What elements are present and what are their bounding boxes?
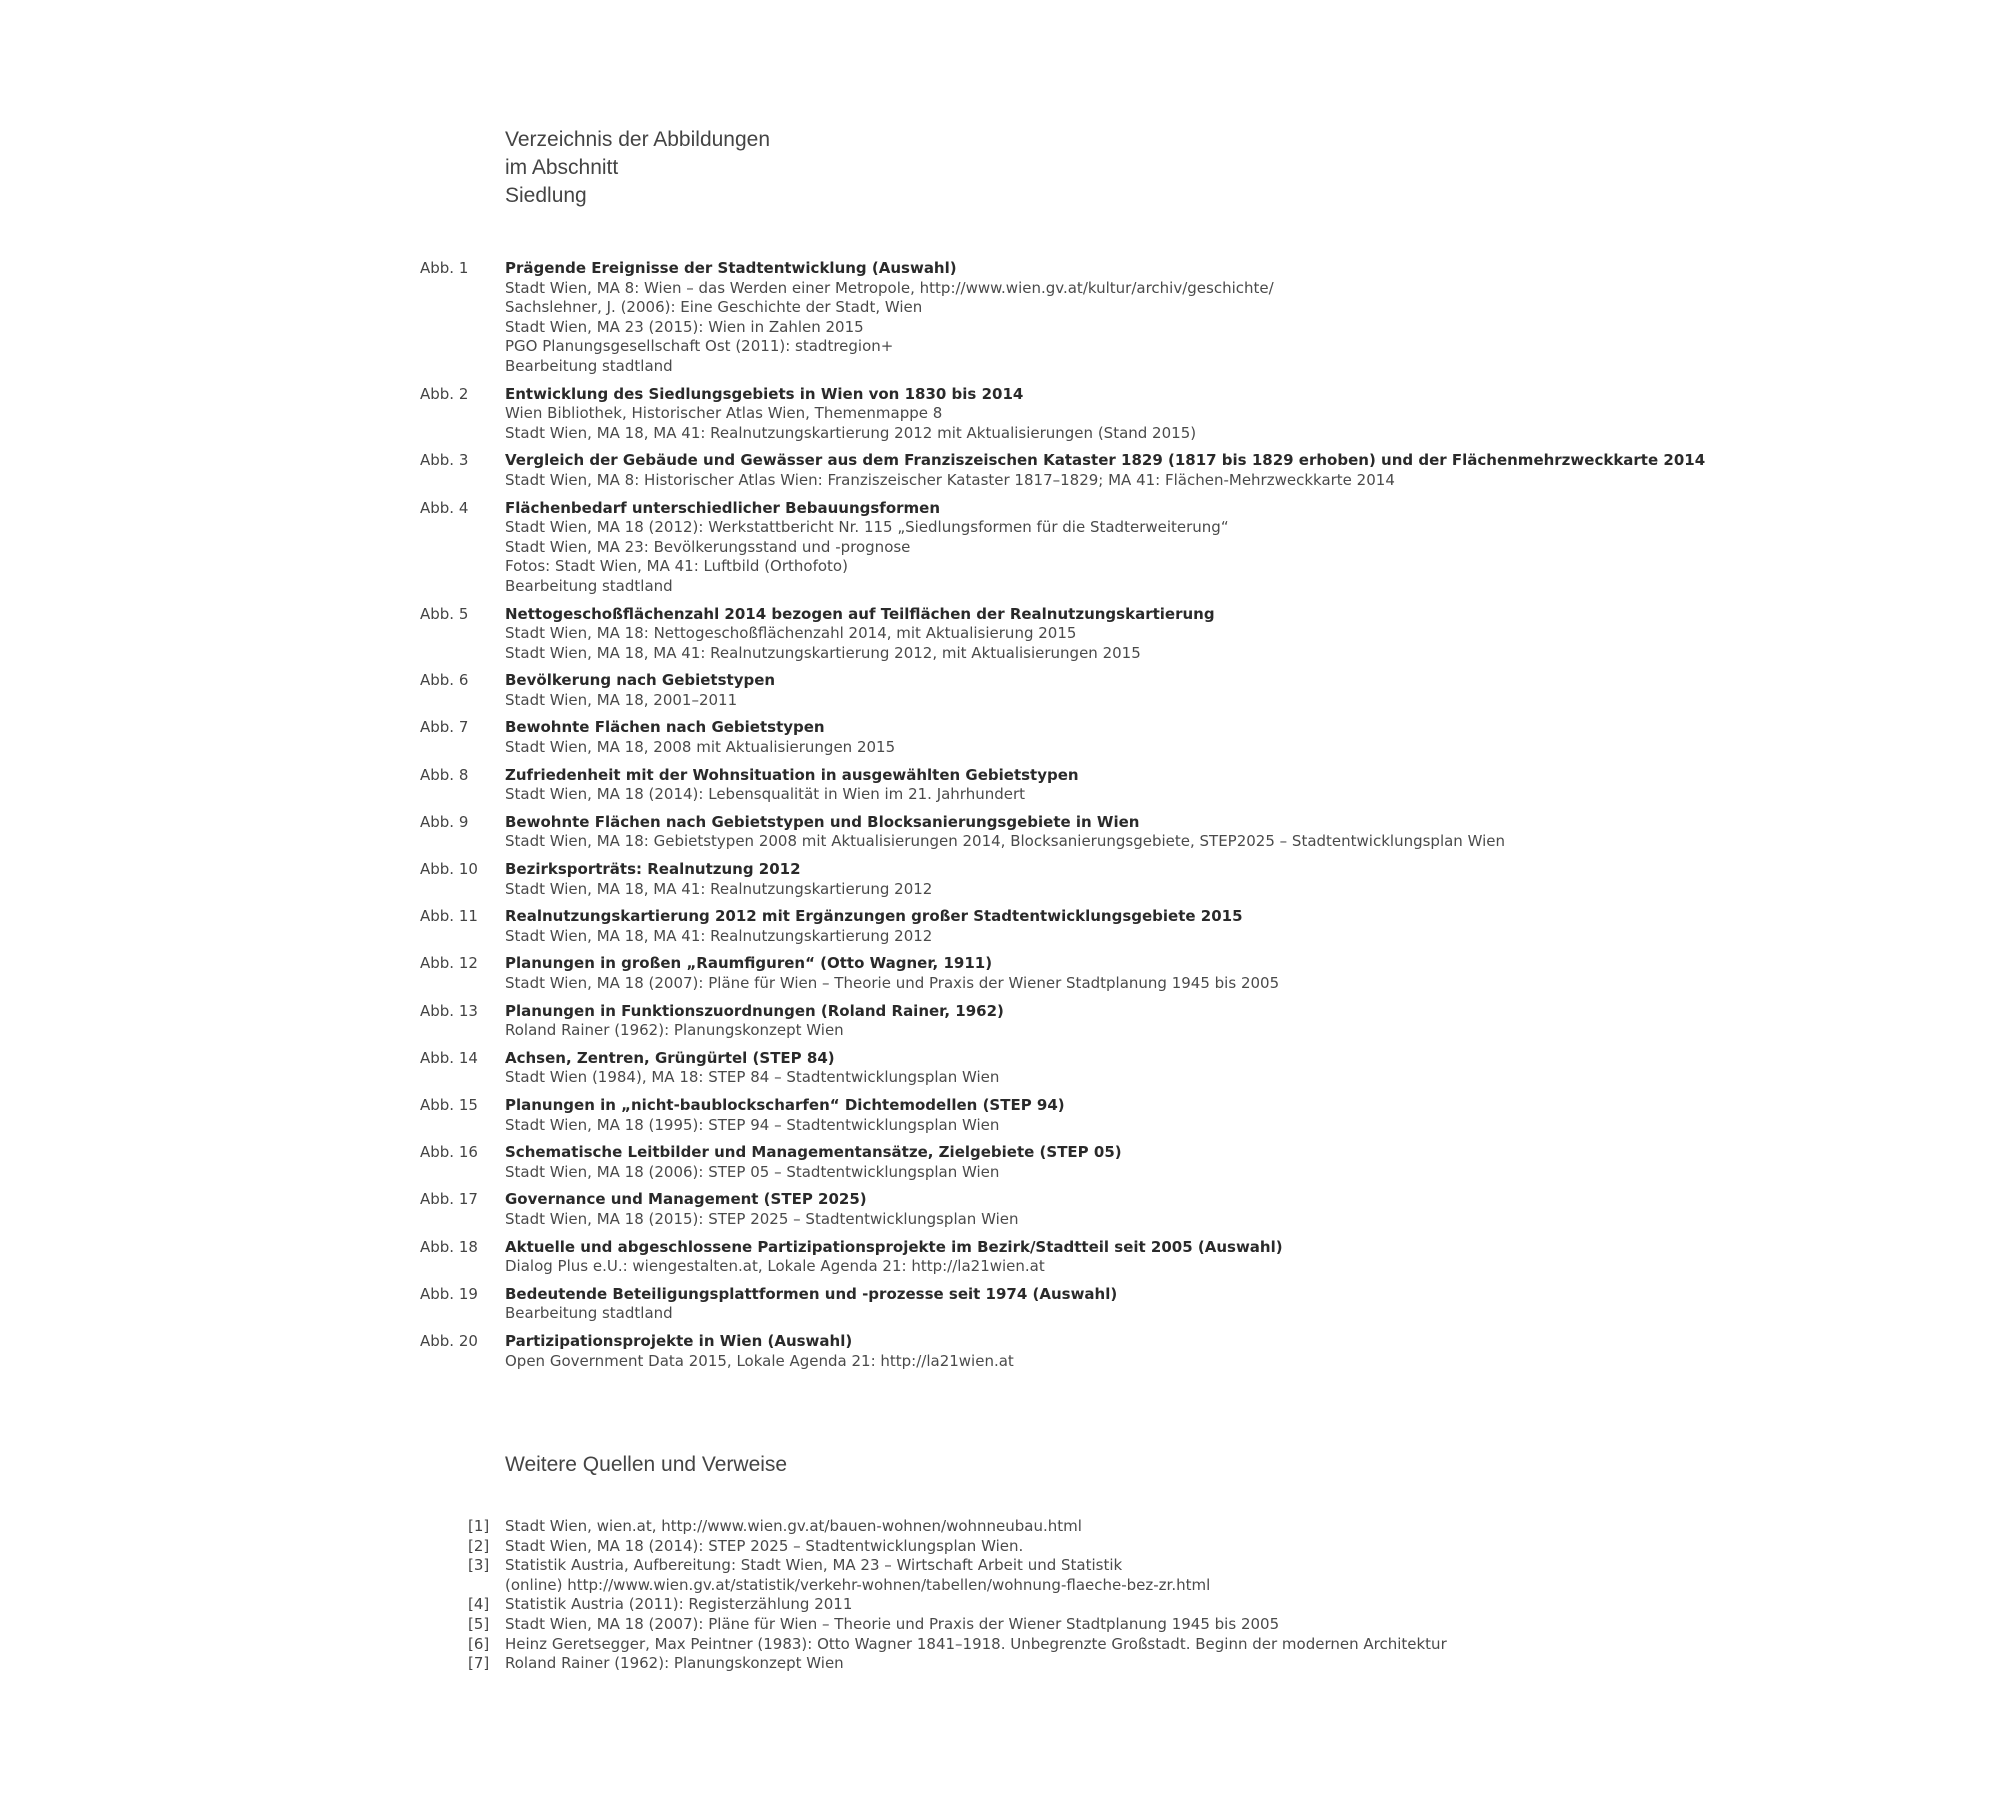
figure-title: Governance und Management (STEP 2025) bbox=[505, 1190, 867, 1209]
figure-title: Vergleich der Gebäude und Gewässer aus dem Franziszeischen Kataster 1829 (1817 bis 1829 erhoben) und der Flächenmehrzweckkarte 2014 bbox=[505, 451, 1706, 470]
source-line: Statistik Austria, Aufbereitung: Stadt Wien, MA 23 – Wirtschaft Arbeit und Statistik bbox=[505, 1556, 1123, 1575]
figure-number: Abb. 10 bbox=[420, 860, 478, 879]
figure-entry bbox=[420, 259, 1980, 377]
figure-number: Abb. 4 bbox=[420, 498, 469, 517]
figure-number: Abb. 9 bbox=[420, 812, 469, 831]
figure-body bbox=[505, 1190, 1980, 1229]
figure-title: Bevölkerung nach Gebietstypen bbox=[505, 671, 776, 690]
figure-entry bbox=[420, 813, 1980, 852]
figure-body bbox=[505, 718, 1980, 757]
figure-source: Bearbeitung stadtland bbox=[505, 1304, 673, 1323]
figure-number: Abb. 8 bbox=[420, 765, 469, 784]
source-entry bbox=[468, 1517, 1447, 1537]
source-text bbox=[505, 1654, 844, 1674]
figure-body bbox=[505, 1143, 1980, 1182]
page-title-line: Verzeichnis der Abbildungen bbox=[505, 128, 771, 151]
figure-entry bbox=[420, 671, 1980, 710]
figure-body bbox=[505, 766, 1980, 805]
figure-source: Bearbeitung stadtland bbox=[505, 576, 673, 595]
figure-number: Abb. 1 bbox=[420, 259, 469, 277]
figure-number: Abb. 12 bbox=[420, 954, 478, 973]
figure-body bbox=[505, 954, 1980, 993]
figure-source: Stadt Wien, MA 18: Nettogeschoßflächenzahl 2014, mit Aktualisierung 2015 bbox=[505, 624, 1077, 643]
figure-source: Stadt Wien, MA 18 (2012): Werkstattbericht Nr. 115 „Siedlungsformen für die Stadterweiterung“ bbox=[505, 518, 1229, 537]
source-text bbox=[505, 1595, 852, 1615]
figure-source: Stadt Wien, MA 18: Gebietstypen 2008 mit Aktualisierungen 2014, Blocksanierungsgebiete, STEP2025 – Stadtentwicklungsplan Wien bbox=[505, 832, 1505, 851]
figure-entry bbox=[420, 499, 1980, 597]
figure-source: Stadt Wien, MA 18, MA 41: Realnutzungskartierung 2012 bbox=[505, 926, 933, 945]
source-text bbox=[505, 1517, 1082, 1537]
source-line: Roland Rainer (1962): Planungskonzept Wien bbox=[505, 1654, 844, 1673]
figure-source: Stadt Wien, MA 18 (2006): STEP 05 – Stadtentwicklungsplan Wien bbox=[505, 1162, 1000, 1181]
figure-source: Sachslehner, J. (2006): Eine Geschichte der Stadt, Wien bbox=[505, 298, 923, 317]
figure-body bbox=[505, 907, 1980, 946]
figure-entry bbox=[420, 1143, 1980, 1182]
figure-body bbox=[505, 1238, 1980, 1277]
source-text bbox=[505, 1615, 1279, 1635]
figure-source: Stadt Wien (1984), MA 18: STEP 84 – Stadtentwicklungsplan Wien bbox=[505, 1068, 1000, 1087]
figure-entry bbox=[420, 1002, 1980, 1041]
figure-body bbox=[505, 1096, 1980, 1135]
figure-source: Stadt Wien, MA 18, MA 41: Realnutzungskartierung 2012 mit Aktualisierungen (Stand 2015) bbox=[505, 423, 1197, 442]
figure-entry bbox=[420, 385, 1980, 444]
figure-number: Abb. 11 bbox=[420, 907, 478, 926]
figure-entry bbox=[420, 1049, 1980, 1088]
source-text bbox=[505, 1537, 1023, 1557]
figure-source: Stadt Wien, MA 18, 2001–2011 bbox=[505, 690, 738, 709]
figure-number: Abb. 16 bbox=[420, 1143, 478, 1162]
source-line: Heinz Geretsegger, Max Peintner (1983): Otto Wagner 1841–1918. Unbegrenzte Großstadt. Beginn der modernen Architektur bbox=[505, 1634, 1447, 1653]
source-line: Stadt Wien, wien.at, http://www.wien.gv.at/bauen-wohnen/wohnneubau.html bbox=[505, 1517, 1082, 1535]
figure-title: Entwicklung des Siedlungsgebiets in Wien von 1830 bis 2014 bbox=[505, 384, 1024, 403]
source-number: [2] bbox=[468, 1536, 490, 1555]
source-line: (online) http://www.wien.gv.at/statistik/verkehr-wohnen/tabellen/wohnung-flaeche-bez-zr.html bbox=[505, 1575, 1211, 1594]
figure-title: Planungen in Funktionszuordnungen (Roland Rainer, 1962) bbox=[505, 1001, 1004, 1020]
source-number: [6] bbox=[468, 1634, 490, 1653]
figure-title: Bewohnte Flächen nach Gebietstypen und Blocksanierungsgebiete in Wien bbox=[505, 812, 1140, 831]
source-entry bbox=[468, 1635, 1447, 1655]
source-line: Stadt Wien, MA 18 (2007): Pläne für Wien – Theorie und Praxis der Wiener Stadtplanung 1945 bis 2005 bbox=[505, 1614, 1280, 1633]
figure-source: Stadt Wien, MA 18, MA 41: Realnutzungskartierung 2012, mit Aktualisierungen 2015 bbox=[505, 643, 1141, 662]
source-text bbox=[505, 1635, 1447, 1655]
figure-source: Stadt Wien, MA 18 (2014): Lebensqualität in Wien im 21. Jahrhundert bbox=[505, 785, 1026, 804]
figure-title: Zufriedenheit mit der Wohnsituation in ausgewählten Gebietstypen bbox=[505, 765, 1079, 784]
figure-entry bbox=[420, 605, 1980, 664]
source-line: Statistik Austria (2011): Registerzählung 2011 bbox=[505, 1595, 853, 1614]
figure-source: Stadt Wien, MA 18 (2015): STEP 2025 – Stadtentwicklungsplan Wien bbox=[505, 1209, 1019, 1228]
page-title-line: im Abschnitt bbox=[505, 156, 619, 179]
source-list bbox=[468, 1517, 1447, 1674]
figure-body bbox=[505, 499, 1980, 597]
figure-entry bbox=[420, 1190, 1980, 1229]
figure-number: Abb. 7 bbox=[420, 718, 469, 737]
source-text bbox=[505, 1556, 1210, 1595]
figure-number: Abb. 14 bbox=[420, 1048, 478, 1067]
figure-source: Bearbeitung stadtland bbox=[505, 356, 673, 375]
figure-source: Fotos: Stadt Wien, MA 41: Luftbild (Orthofoto) bbox=[505, 557, 848, 576]
figure-source: Stadt Wien, MA 18, MA 41: Realnutzungskartierung 2012 bbox=[505, 879, 933, 898]
figure-source: Wien Bibliothek, Historischer Atlas Wien, Themenmappe 8 bbox=[505, 404, 943, 423]
figure-source: Stadt Wien, MA 18 (2007): Pläne für Wien – Theorie und Praxis der Wiener Stadtplanung 1945 bis 2005 bbox=[505, 974, 1280, 992]
figure-title: Aktuelle und abgeschlossene Partizipationsprojekte im Bezirk/Stadtteil seit 2005 (Auswahl) bbox=[505, 1237, 1283, 1256]
figure-title: Nettogeschoßflächenzahl 2014 bezogen auf Teilflächen der Realnutzungskartierung bbox=[505, 604, 1215, 623]
figure-title: Planungen in großen „Raumfiguren“ (Otto Wagner, 1911) bbox=[505, 954, 993, 973]
source-entry bbox=[468, 1595, 1447, 1615]
figure-entry bbox=[420, 1238, 1980, 1277]
figure-title: Bedeutende Beteiligungsplattformen und -prozesse seit 1974 (Auswahl) bbox=[505, 1284, 1118, 1303]
source-number: [4] bbox=[468, 1595, 490, 1614]
figure-number: Abb. 20 bbox=[420, 1331, 478, 1350]
source-number: [3] bbox=[468, 1556, 490, 1575]
figure-body bbox=[505, 1002, 1980, 1041]
figure-source: Dialog Plus e.U.: wiengestalten.at, Lokale Agenda 21: http://la21wien.at bbox=[505, 1257, 1045, 1276]
figure-entry bbox=[420, 451, 1980, 490]
figure-body bbox=[505, 259, 1980, 377]
page-title bbox=[505, 126, 770, 210]
figure-entry bbox=[420, 1096, 1980, 1135]
figure-source: Stadt Wien, MA 23 (2015): Wien in Zahlen 2015 bbox=[505, 317, 864, 336]
figure-source: Stadt Wien, MA 18 (1995): STEP 94 – Stadtentwicklungsplan Wien bbox=[505, 1115, 1000, 1134]
figure-entry bbox=[420, 860, 1980, 899]
figure-number: Abb. 6 bbox=[420, 671, 469, 690]
figure-source: Open Government Data 2015, Lokale Agenda 21: http://la21wien.at bbox=[505, 1351, 1014, 1370]
figure-number: Abb. 19 bbox=[420, 1284, 478, 1303]
figure-number: Abb. 17 bbox=[420, 1190, 478, 1209]
figure-number: Abb. 5 bbox=[420, 604, 469, 623]
figure-source: Stadt Wien, MA 8: Historischer Atlas Wien: Franziszeischer Kataster 1817–1829; MA 41: Flächen-Mehrzweckkarte 2014 bbox=[505, 470, 1395, 489]
page-title-line: Siedlung bbox=[505, 184, 587, 207]
source-line: Stadt Wien, MA 18 (2014): STEP 2025 – Stadtentwicklungsplan Wien. bbox=[505, 1536, 1024, 1555]
figure-number: Abb. 3 bbox=[420, 451, 469, 470]
figure-number: Abb. 18 bbox=[420, 1237, 478, 1256]
source-entry bbox=[468, 1615, 1447, 1635]
figure-source: Stadt Wien, MA 8: Wien – das Werden einer Metropole, http://www.wien.gv.at/kultur/archiv/geschichte/ bbox=[505, 278, 1274, 297]
source-entry bbox=[468, 1654, 1447, 1674]
figure-number: Abb. 13 bbox=[420, 1001, 478, 1020]
figure-entry bbox=[420, 954, 1980, 993]
figure-body bbox=[505, 385, 1980, 444]
figure-source: PGO Planungsgesellschaft Ost (2011): stadtregion+ bbox=[505, 337, 894, 356]
figure-title: Prägende Ereignisse der Stadtentwicklung (Auswahl) bbox=[505, 259, 957, 277]
figure-body bbox=[505, 451, 1980, 490]
figure-list bbox=[420, 259, 1980, 1379]
source-number: [1] bbox=[468, 1517, 490, 1535]
figure-source: Stadt Wien, MA 23: Bevölkerungsstand und -prognose bbox=[505, 537, 911, 556]
figure-entry bbox=[420, 766, 1980, 805]
figure-body bbox=[505, 605, 1980, 664]
figure-title: Realnutzungskartierung 2012 mit Ergänzungen großer Stadtentwicklungsgebiete 2015 bbox=[505, 907, 1243, 926]
figure-entry bbox=[420, 1285, 1980, 1324]
figure-title: Partizipationsprojekte in Wien (Auswahl) bbox=[505, 1331, 853, 1350]
figure-entry bbox=[420, 907, 1980, 946]
figure-source: Roland Rainer (1962): Planungskonzept Wien bbox=[505, 1021, 844, 1040]
figure-number: Abb. 15 bbox=[420, 1095, 478, 1114]
source-entry bbox=[468, 1556, 1447, 1595]
figure-source: Stadt Wien, MA 18, 2008 mit Aktualisierungen 2015 bbox=[505, 738, 896, 757]
figure-body bbox=[505, 1285, 1980, 1324]
figure-body bbox=[505, 671, 1980, 710]
figure-title: Bewohnte Flächen nach Gebietstypen bbox=[505, 718, 825, 737]
source-entry bbox=[468, 1537, 1447, 1557]
figure-title: Achsen, Zentren, Grüngürtel (STEP 84) bbox=[505, 1048, 835, 1067]
figure-entry bbox=[420, 1332, 1980, 1371]
figure-body bbox=[505, 1049, 1980, 1088]
figure-title: Schematische Leitbilder und Managementansätze, Zielgebiete (STEP 05) bbox=[505, 1143, 1122, 1162]
figure-title: Planungen in „nicht-baublockscharfen“ Dichtemodellen (STEP 94) bbox=[505, 1095, 1065, 1114]
figure-body bbox=[505, 860, 1980, 899]
figure-body bbox=[505, 813, 1980, 852]
source-number: [7] bbox=[468, 1654, 490, 1673]
figure-body bbox=[505, 1332, 1980, 1371]
sources-heading: Weitere Quellen und Verweise bbox=[505, 1453, 788, 1476]
figure-number: Abb. 2 bbox=[420, 384, 469, 403]
figure-title: Flächenbedarf unterschiedlicher Bebauungsformen bbox=[505, 498, 941, 517]
figure-title: Bezirksporträts: Realnutzung 2012 bbox=[505, 860, 801, 879]
figure-entry bbox=[420, 718, 1980, 757]
source-number: [5] bbox=[468, 1614, 490, 1633]
